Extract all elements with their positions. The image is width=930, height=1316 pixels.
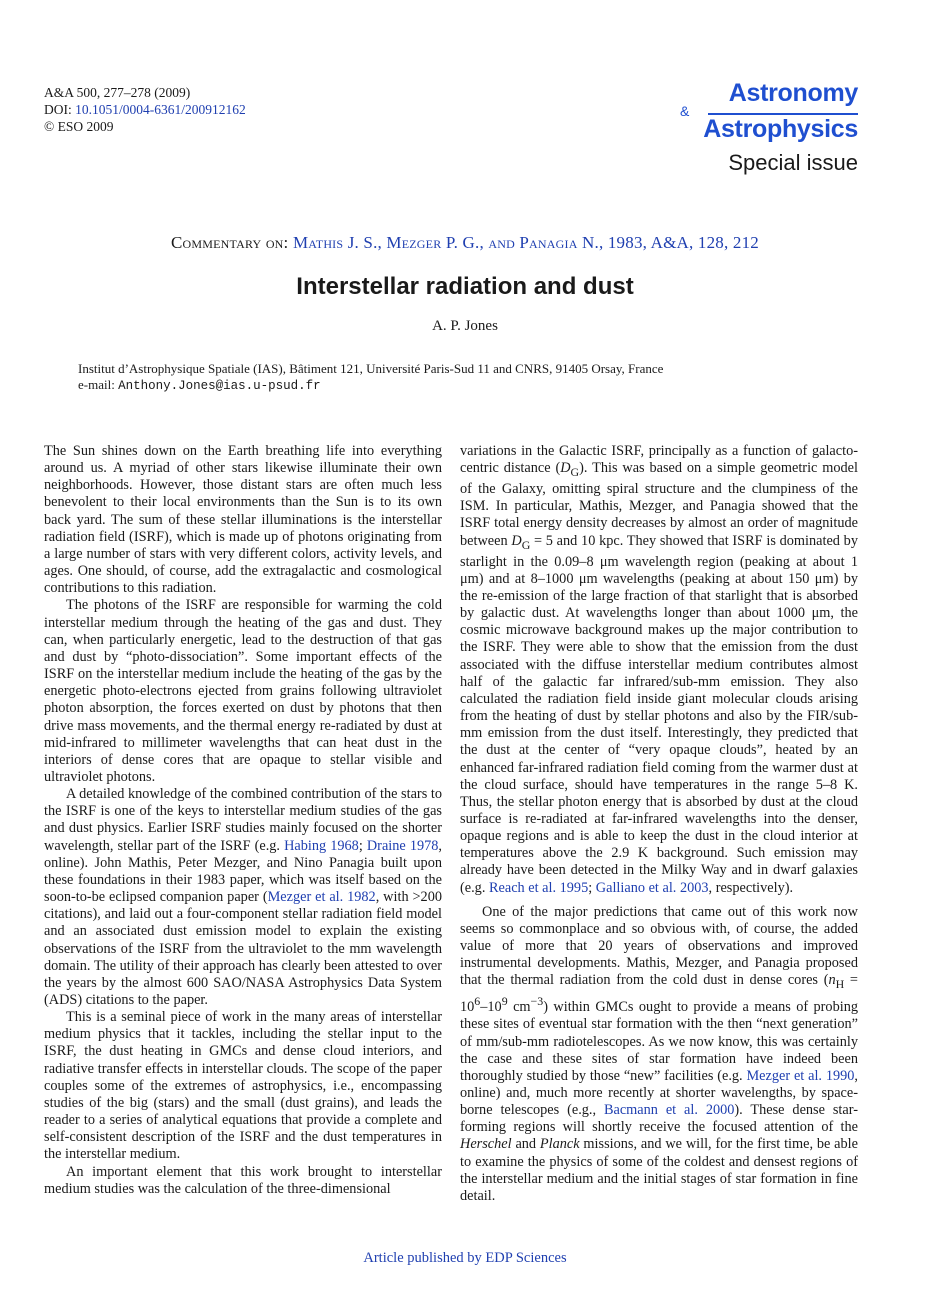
- logo-astronomy: Astronomy: [728, 79, 858, 107]
- text-run: , respectively).: [708, 879, 794, 896]
- institute: Institut d’Astrophysique Spatiale (IAS), Bâtiment 121, Université Paris-Sud 11 and CNRS, 91405 Orsay, France: [78, 361, 664, 376]
- text-run: = 10: [460, 972, 858, 1016]
- text-run: –10: [480, 999, 502, 1016]
- citation-link[interactable]: Mezger et al. 1990: [746, 1067, 855, 1084]
- doi-line: [44, 101, 246, 118]
- text-run: , online). John Mathis, Peter Mezger, and Nino Panagia built upon these foundations in their 1983 paper, which was itself based on the soon-to-be eclipsed companion paper (: [44, 837, 442, 906]
- article-title: Interstellar radiation and dust: [296, 273, 634, 300]
- text-run: A detailed knowledge of the combined contribution of the stars to the ISRF is one of the keys to interstellar medium studies of the gas and dust physics. Earlier ISRF studies mainly focused on the shorter wavelength, stellar part of the ISRF (e.g.: [44, 786, 442, 854]
- math-subscript: H: [835, 977, 845, 992]
- text-run: ). These dense star-forming regions will shortly receive the focused attention of the: [460, 1102, 858, 1136]
- copyright: © ESO 2009: [44, 119, 114, 134]
- commentary-line: [0, 233, 930, 253]
- doi-link[interactable]: 10.1051/0004-6361/200912162: [75, 102, 246, 117]
- special-issue-label: Special issue: [728, 150, 858, 175]
- citation-link[interactable]: Bacmann et al. 2000: [603, 1102, 735, 1119]
- text-run: missions, and we will, for the first time, be able to examine the physics of some of the coldest and densest regions of the interstellar medium and the initial stages of star formation in fine detail.: [460, 1136, 858, 1204]
- paragraph: This is a seminal piece of work in the many areas of interstellar medium physics that it tackles, including the stellar input to the ISRF, the dust heating in GMCs and dense cloud interiors, and radiative transfer effects in interstellar clouds. The scope of the paper couples some of the extremes of astrophysics, i.e., encompassing studies of the big (stars) and the small (dust grains), and leads the reader to a series of analytical equations that provide a complete and self-consistent description of the ISRF and the dust temperatures in the interstellar medium.: [44, 1009, 442, 1163]
- text-run: ) within GMCs ought to provide a means of probing these sites of eventual star formation with the then “next generation” of mm/sub-mm radiotelescopes. As we now know, this was certainly the case and these sites of star formation have indeed been thoroughly studied by those “new” facilities (e.g.: [460, 999, 859, 1084]
- right-column: [460, 443, 858, 1205]
- mission-name: Herschel: [460, 1136, 512, 1153]
- paragraph: An important element that this work brought to interstellar medium studies was the calculation of the three-dimensional: [44, 1163, 442, 1197]
- email-address: Anthony.Jones@ias.u-psud.fr: [118, 379, 321, 393]
- text-run: ). This was based on a simple geometric model of the Galaxy, omitting spiral structure and the clumpiness of the ISM. In particular, Mathis, Mezger, and Panagia showed that the ISRF total energy density decreases by almost an order of magnitude between: [460, 460, 858, 549]
- commentary-reference-link[interactable]: Mathis J. S., Mezger P. G., and Panagia N., 1983, A&A, 128, 212: [292, 233, 759, 252]
- math-symbol: D: [560, 460, 571, 477]
- text-run: cm: [507, 999, 531, 1016]
- logo-astrophysics: Astrophysics: [703, 115, 858, 143]
- publication-meta: [44, 84, 246, 135]
- paragraph: [460, 904, 858, 1205]
- math-symbol: D: [511, 532, 522, 549]
- math-superscript: −3: [530, 994, 544, 1009]
- text-run: variations in the Galactic ISRF, principally as a function of galacto-centric distance (: [460, 443, 858, 477]
- text-run: = 5 and 10 kpc. They showed that ISRF is dominated by starlight in the 0.09–8 μm wavelength region (peaking at about 1 μm) and at 8–1000 μm wavelengths (peaking at about 150 μm) by the re-emission of the large fraction of that starlight that is absorbed by galactic dust. At wavelengths longer than about 1000 μm, the cosmic microwave background makes up the major contribution to the ISRF. They were able to show that the emission from the dust associated with the diffuse interstellar medium contributes almost half of the galactic far infrared/sub-mm emission. They also calculated the radiation field inside giant molecular clouds arising from the heating of dust by stellar photons and also by the FIR/sub-mm emission from the dust itself. Interestingly, they predicted that the dust at the center of “very opaque clouds”, heated by an enhanced far-infrared radiation field coming from the warmer dust at the cloud surface, should have temperatures in the range 5–8 K. Thus, the stellar photon energy that is absorbed by dust at the cloud surface is re-radiated at far-infrared wavelengths into the denser, opaque regions and is able to keep the dust in the cloud interior at temperatures above the 2.9 K background. Such emission may already have been detected in the Milky Way and in dwarf galaxies (e.g.: [460, 532, 858, 896]
- mission-name: Planck: [539, 1136, 580, 1153]
- citation-link[interactable]: Draine 1978: [366, 837, 439, 854]
- citation-link[interactable]: Reach et al. 1995: [488, 879, 589, 896]
- email-label: e-mail:: [78, 377, 119, 392]
- math-subscript: G: [521, 537, 531, 552]
- text-run: and: [511, 1136, 540, 1153]
- left-column: [44, 443, 442, 1198]
- logo-rule: [708, 113, 858, 115]
- paragraph: The photons of the ISRF are responsible for warming the cold interstellar medium through the heating of the gas and dust. They can, when particularly energetic, lead to the destruction of that gas and dust by “photo-dissociation”. Some important effects of the ISRF on the interstellar medium include the heating of the gas by the energetic photo-electrons ejected from grains following ultraviolet photon absorption, the forces exerted on dust by photons that then drive mass movements, and the thermal energy re-radiated by dust at mid-infrared to millimeter wavelengths that can heat dust in the interiors of dense cores that are opaque to stellar visible and ultraviolet photons.: [44, 597, 442, 785]
- journal-reference: A&A 500, 277–278 (2009): [44, 85, 191, 100]
- math-subscript: G: [570, 465, 580, 480]
- text-run: , online) and, much more recently at shorter wavelengths, by space-borne telescopes (e.g.,: [460, 1067, 858, 1119]
- citation-link[interactable]: Galliano et al. 2003: [595, 879, 709, 896]
- citation-link[interactable]: Mezger et al. 1982: [267, 889, 376, 906]
- text-run: ;: [588, 879, 596, 896]
- author: A. P. Jones: [432, 318, 498, 334]
- doi-label: DOI:: [44, 102, 72, 117]
- email-line: [78, 377, 663, 394]
- paragraph: The Sun shines down on the Earth breathing life into everything around us. A myriad of other stars likewise illuminate their own neighborhoods. However, those distant stars are often much less benevolent to their local environments than the Sun is to its own back yard. The sum of these stellar illuminations is the interstellar radiation field (ISRF), which is made up of photons originating from a large number of stars with very different colors, activity levels, and ages. One should, of course, add the extragalactic and cosmological contributions to this radiation.: [44, 443, 442, 597]
- affiliation: [78, 361, 663, 394]
- publisher-footer-link[interactable]: Article published by EDP Sciences: [363, 1250, 567, 1266]
- logo-ampersand: &: [680, 103, 690, 119]
- math-symbol: n: [828, 972, 836, 989]
- commentary-prefix: Commentary on:: [170, 233, 293, 252]
- text-run: , with >200 citations), and laid out a four-component stellar radiation field model and an associated dust emission model to explain the existing observations of the ISRF from the ultraviolet to the mm wavelength domain. The utility of their approach has clearly been attested to over the years by the almost 600 SAO/NASA Astrophysics Data System (ADS) citations to the paper.: [44, 889, 442, 1008]
- math-superscript: 9: [501, 994, 508, 1009]
- journal-logo: [678, 80, 858, 176]
- paragraph: [44, 786, 442, 1009]
- citation-link[interactable]: Habing 1968: [284, 837, 359, 854]
- text-run: ;: [358, 837, 367, 854]
- paragraph: [460, 443, 858, 897]
- math-superscript: 6: [474, 994, 481, 1009]
- text-run: One of the major predictions that came out of this work now seems so commonplace and so obvious with, of course, the added value of more that 20 years of observations and improved instrumental developments. Mathis, Mezger, and Panagia proposed that the thermal radiation from the cold dust in dense cores (: [460, 903, 858, 989]
